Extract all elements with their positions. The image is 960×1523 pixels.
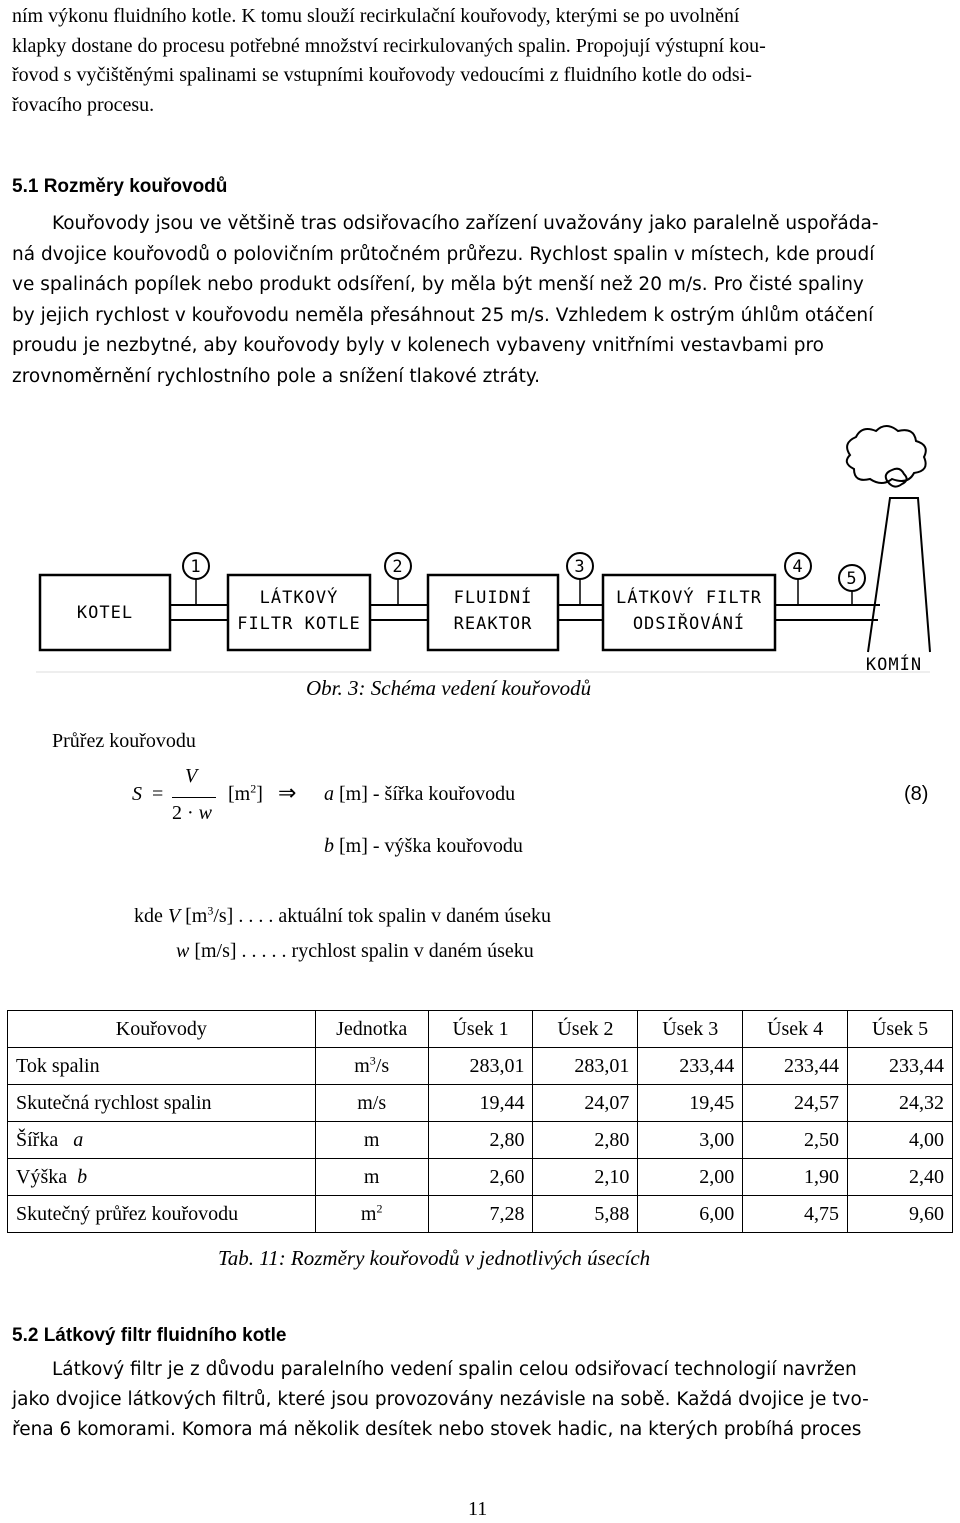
table-cell: 1,90 [743, 1159, 848, 1196]
page-number: 11 [468, 1498, 488, 1520]
intro-line: řovod s vyčištěnými spalinami se vstupními kouřovody vedoucími z fluidního kotle do odsi- [12, 64, 752, 86]
intro-line: klapky dostane do procesu potřebné množství recirkulovaných spalin. Propojují výstupní kou- [12, 34, 766, 57]
formula-numerator: V [185, 765, 198, 787]
svg-text:4: 4 [792, 557, 804, 577]
svg-text:3: 3 [574, 557, 586, 577]
flue-duct-diagram [0, 420, 960, 680]
section-5-1-paragraph [12, 209, 948, 392]
marker-5 [839, 565, 865, 605]
where-w-line: w [m/s] . . . . . rychlost spalin v daném úseku [176, 940, 534, 962]
formula-lhs: S [132, 783, 142, 805]
section-heading-5-2: 5.2 Látkový filtr fluidního kotle [12, 1325, 287, 1346]
flue-duct-dimensions-table [7, 1010, 953, 1233]
table-row [8, 1122, 953, 1159]
table-cell: 19,45 [638, 1085, 743, 1122]
table-cell: 283,01 [428, 1048, 533, 1085]
fluid-reactor-box [428, 575, 558, 650]
row-unit: m [315, 1122, 428, 1159]
fluid-reactor-label-line1: FLUIDNÍ [453, 588, 533, 608]
paragraph-line: ná dvojice kouřovodů o polovičním průtočném průřezu. Rychlost spalin v místech, kde proudí [12, 243, 875, 265]
row-label: Výška b [8, 1159, 316, 1196]
chimney-label: KOMÍN [865, 655, 923, 675]
row-unit: m [315, 1159, 428, 1196]
paragraph-line: řena 6 komorami. Komora má několik desítek nebo stovek hadic, na kterých probíhá proces [12, 1419, 862, 1440]
table-cell: 283,01 [533, 1048, 638, 1085]
paragraph-line: by jejich rychlost v kouřovodu neměla přesáhnout 25 m/s. Vzhledem k ostrým úhlům otáčení [12, 304, 874, 326]
svg-text:1: 1 [190, 557, 202, 577]
paragraph-line: jako dvojice látkových filtrů, které jsou provozovány nezávisle na sobě. Každá dvojice je tvo- [12, 1389, 869, 1410]
implies-icon: ⇒ [278, 781, 297, 806]
table-cell: 233,44 [743, 1048, 848, 1085]
section-5-2-paragraph [12, 1355, 948, 1445]
intro-paragraph [12, 2, 948, 120]
paragraph-line: Kouřovody jsou ve většině tras odsiřovacího zařízení uvažovány jako paralelně uspořáda- [52, 213, 879, 234]
where-V-line: kde V $[m^3/s]$ . . . . aktuální tok spalin v daném úseku [134, 903, 552, 927]
table-row [8, 1159, 953, 1196]
marker-1 [183, 553, 209, 605]
table-header-cell: Kouřovody [8, 1011, 316, 1048]
table-cell: 9,60 [848, 1196, 953, 1233]
table-header-cell: Úsek 1 [428, 1011, 533, 1048]
fabric-filter-label-line2: FILTR KOTLE [237, 614, 361, 634]
fabric-filter-desulfurization-box [603, 575, 775, 650]
figure-caption: Obr. 3: Schéma vedení kouřovodů [306, 676, 592, 700]
section-heading-5-1: 5.1 Rozměry kouřovodů [12, 176, 228, 197]
fabric-filter-boiler-box [228, 575, 370, 650]
table-cell: 24,32 [848, 1085, 953, 1122]
table-row [8, 1196, 953, 1233]
table-cell: 2,60 [428, 1159, 533, 1196]
desulf-filter-label-line1: LÁTKOVÝ FILTR [615, 588, 763, 608]
table-cell: 24,07 [533, 1085, 638, 1122]
formula-unit: $[m^2]$ [228, 781, 263, 805]
row-label: Skutečná rychlost spalin [8, 1085, 316, 1122]
table-cell: 2,50 [743, 1122, 848, 1159]
table-cell: 2,10 [533, 1159, 638, 1196]
table-cell: 233,44 [848, 1048, 953, 1085]
marker-2 [385, 553, 411, 605]
smoke-cloud-icon [847, 426, 926, 487]
paragraph-line: ve spalinách popílek nebo produkt odsíření, by měla být menší než 20 m/s. Pro čisté spaliny [12, 274, 864, 295]
table-cell: 19,44 [428, 1085, 533, 1122]
table-row [8, 1085, 953, 1122]
table-cell: 24,57 [743, 1085, 848, 1122]
table-cell: 5,88 [533, 1196, 638, 1233]
table-cell: 6,00 [638, 1196, 743, 1233]
intro-line: ním výkonu fluidního kotle. K tomu slouží recirkulační kouřovody, kterými se po uvolnění [12, 5, 740, 27]
row-unit: $m^3/s$ [315, 1048, 428, 1085]
table-row [8, 1048, 953, 1085]
paragraph-line: Látkový filtr je z důvodu paralelního vedení spalin celou odsiřovací technologií navržen [52, 1359, 857, 1380]
svg-text:2: 2 [392, 557, 404, 577]
table-cell: 3,00 [638, 1122, 743, 1159]
marker-3 [567, 553, 593, 605]
chimney-icon [868, 498, 930, 652]
table-cell: 2,80 [533, 1122, 638, 1159]
formula-a-definition: a [m] - šířka kouřovodu [324, 783, 516, 805]
paragraph-line: zrovnoměrnění rychlostního pole a snížení tlakové ztráty. [12, 365, 541, 387]
fraction-bar [172, 797, 216, 798]
formula-title: Průřez kouřovodu [52, 730, 196, 752]
table-header-cell: Úsek 3 [638, 1011, 743, 1048]
equation-number: (8) [904, 783, 929, 805]
table-header-cell: Úsek 2 [533, 1011, 638, 1048]
paragraph-line: proudu je nezbytné, aby kouřovody byly v kolenech vybaveny vnitřními vestavbami pro [12, 335, 825, 356]
table-header-row [8, 1011, 953, 1048]
table-header-cell: Úsek 4 [743, 1011, 848, 1048]
desulf-filter-label-line2: ODSIŘOVÁNÍ [632, 614, 746, 634]
table-header-cell: Jednotka [315, 1011, 428, 1048]
row-unit: $m^2$ [315, 1196, 428, 1233]
table-cell: 2,80 [428, 1122, 533, 1159]
svg-text:5: 5 [846, 569, 858, 589]
table-cell: 7,28 [428, 1196, 533, 1233]
row-unit: m/s [315, 1085, 428, 1122]
formula-equals: = [152, 783, 164, 805]
intro-line: řovacího procesu. [12, 93, 155, 116]
table-cell: 233,44 [638, 1048, 743, 1085]
table-cell: 4,00 [848, 1122, 953, 1159]
table-header-cell: Úsek 5 [848, 1011, 953, 1048]
kotel-label: KOTEL [76, 603, 134, 623]
fabric-filter-label-line1: LÁTKOVÝ [259, 588, 339, 608]
table-caption: Tab. 11: Rozměry kouřovodů v jednotlivých úsecích [218, 1246, 651, 1270]
table-cell: 2,00 [638, 1159, 743, 1196]
formula-b-definition: b [m] - výška kouřovodu [324, 835, 523, 857]
row-label: Šířka a [8, 1122, 316, 1159]
fluid-reactor-label-line2: REAKTOR [453, 614, 533, 634]
table-cell: 4,75 [743, 1196, 848, 1233]
table-cell: 2,40 [848, 1159, 953, 1196]
marker-4 [785, 553, 811, 605]
row-label: Skutečný průřez kouřovodu [8, 1196, 316, 1233]
formula-denominator: 2 · w [172, 802, 213, 824]
row-label: Tok spalin [8, 1048, 316, 1085]
